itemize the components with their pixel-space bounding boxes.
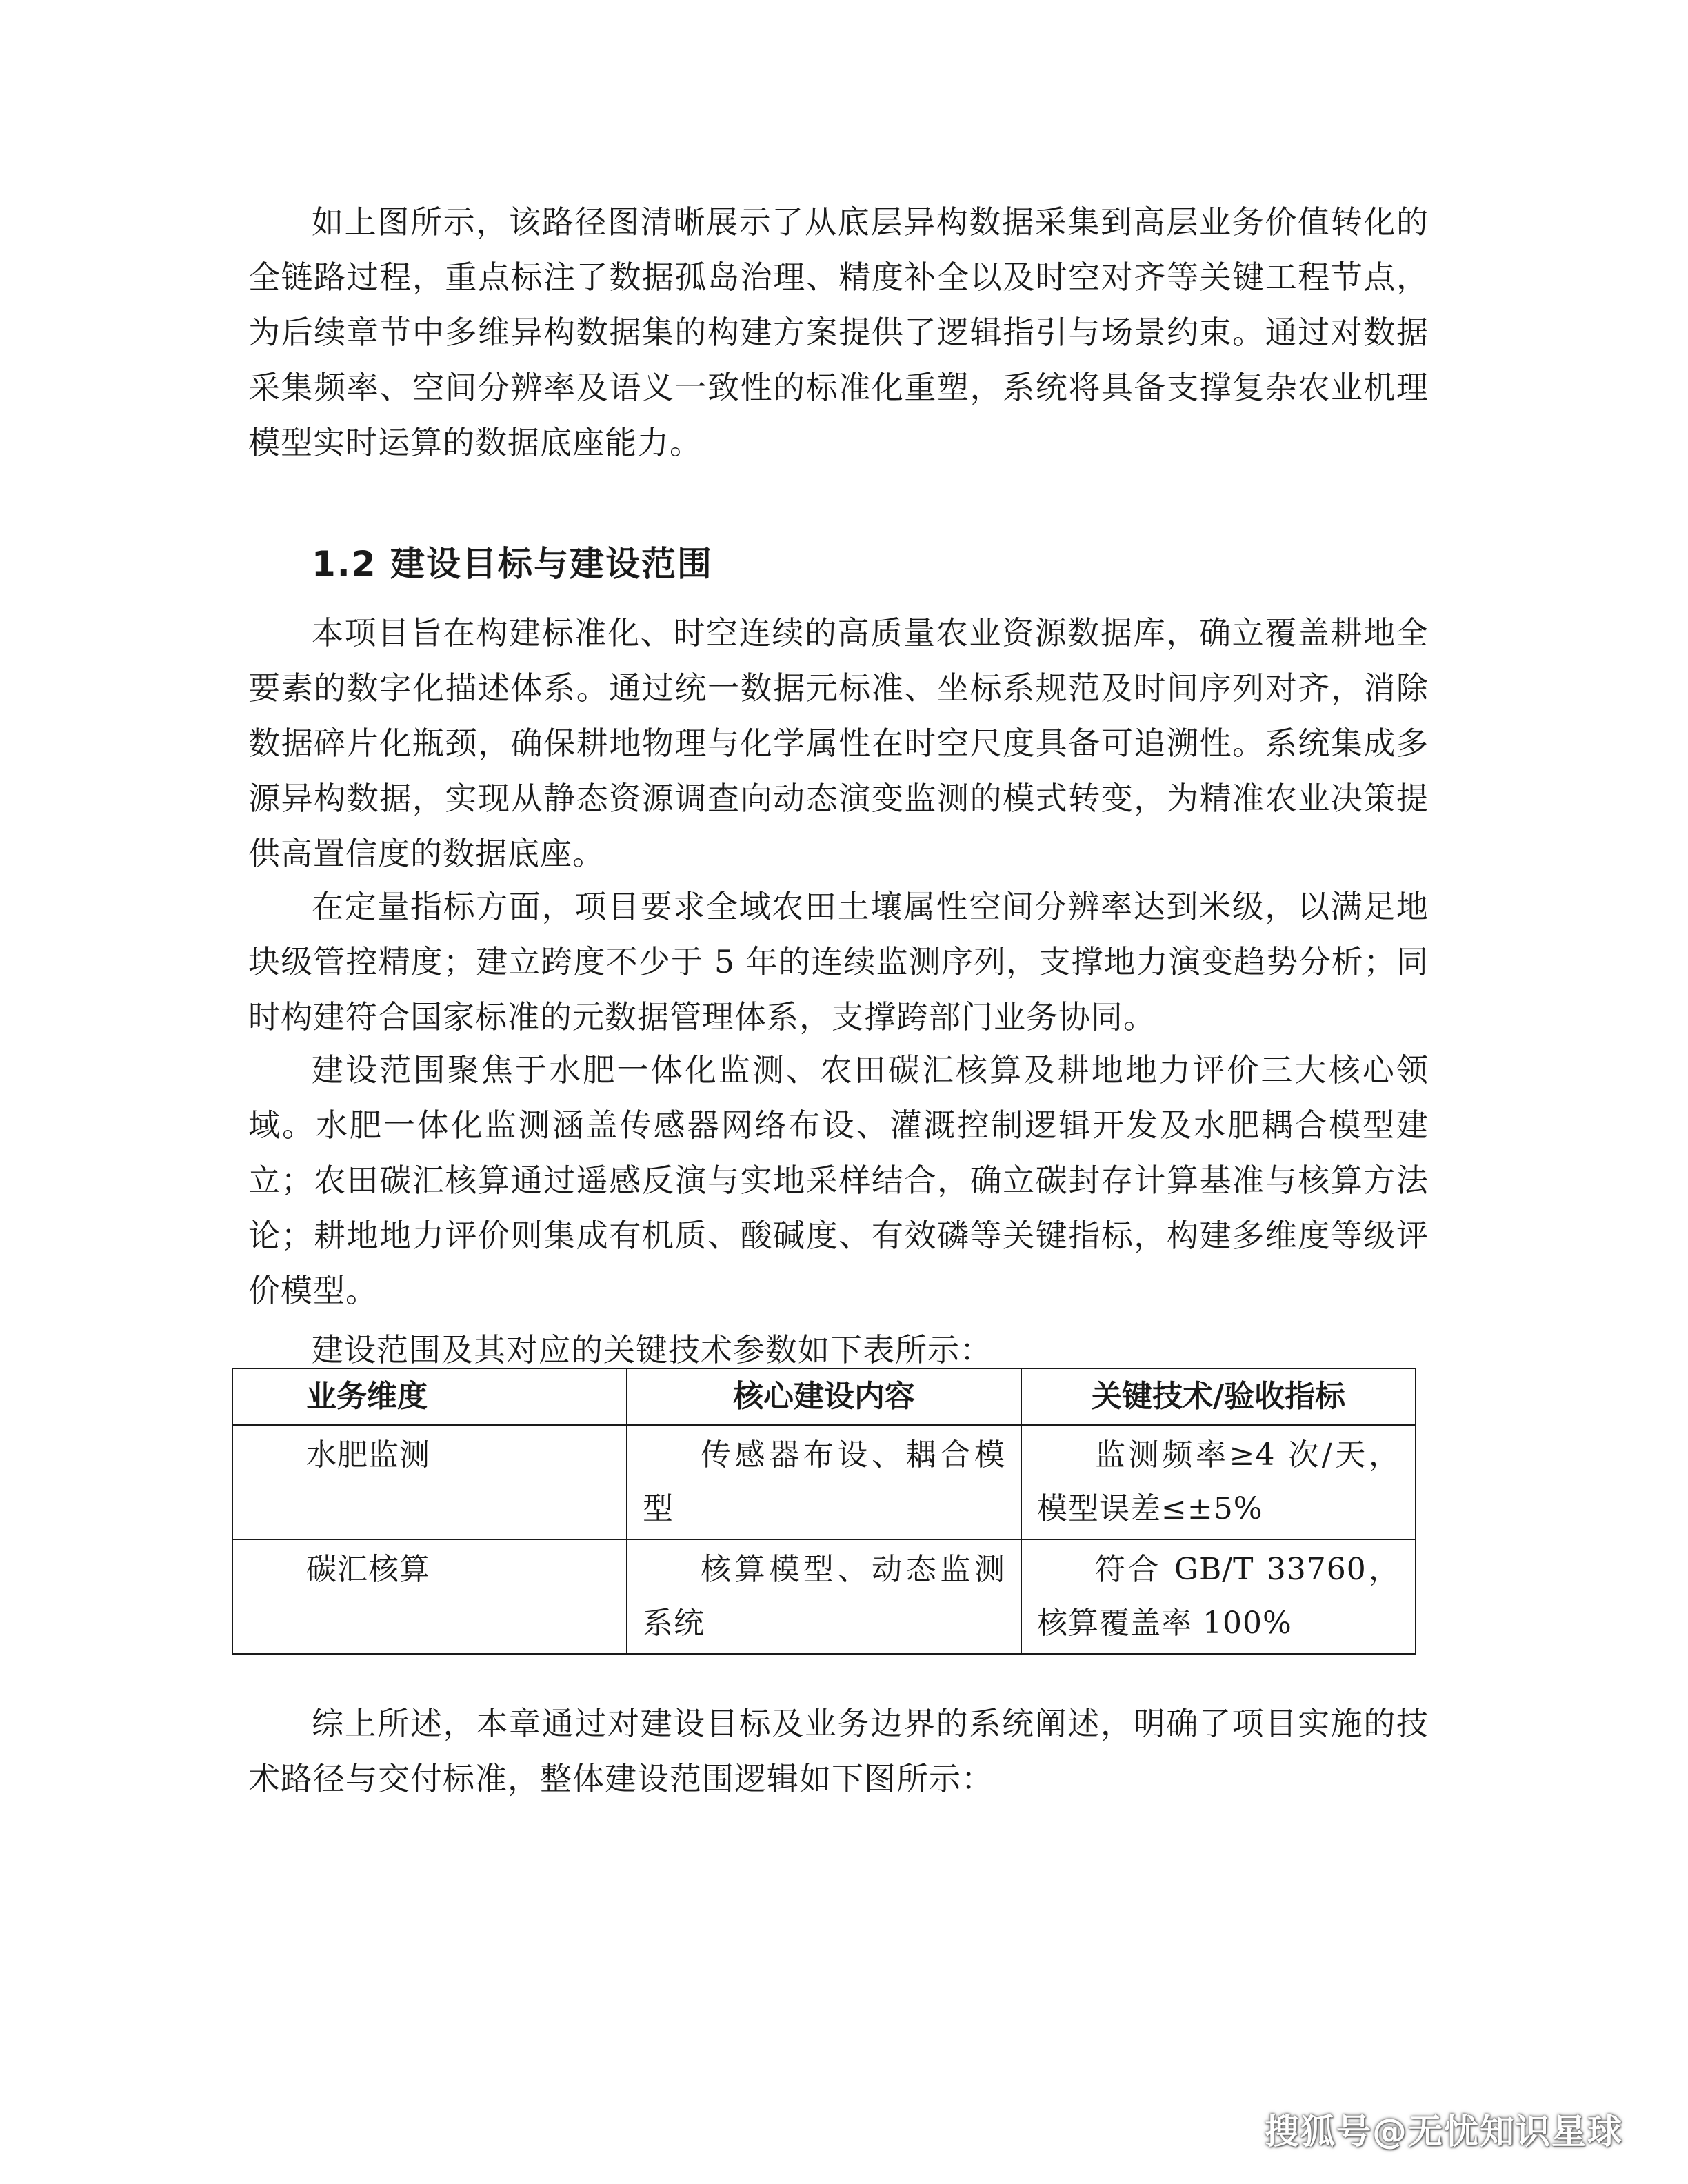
cell-dimension: 水肥监测 <box>232 1425 627 1539</box>
scope-paragraph: 建设范围聚焦于水肥一体化监测、农田碳汇核算及耕地地力评价三大核心领域。水肥一体化监测涵盖传感器网络布设、灌溉控制逻辑开发及水肥耦合模型建立；农田碳汇核算通过遥感反演与实地采样结合，确立碳封存计算基准与核算方法论；耕地地力评价则集成有机质、酸碱度、有效磷等关键指标，构建多维度等级评价模型。 <box>248 1051 1429 1309</box>
metrics-paragraph: 在定量指标方面，项目要求全域农田土壤属性空间分辨率达到米级，以满足地块级管控精度；建立跨度不少于 5 年的连续监测序列，支撑地力演变趋势分析；同时构建符合国家标准的元数据管理体系，支撑跨部门业务协同。 <box>248 888 1429 1035</box>
conclusion-paragraph: 综上所述，本章通过对建设目标及业务边界的系统阐述，明确了项目实施的技术路径与交付标准，整体建设范围逻辑如下图所示： <box>248 1705 1429 1797</box>
cell-indicator: 监测频率≥4 次/天，模型误差≤±5% <box>1021 1425 1416 1539</box>
cell-indicator: 符合 GB/T 33760，核算覆盖率 100% <box>1021 1539 1416 1654</box>
table-row <box>232 1539 1416 1654</box>
header-indicator: 关键技术/验收指标 <box>1021 1368 1416 1425</box>
cell-dimension: 碳汇核算 <box>232 1539 627 1654</box>
goal-paragraph: 本项目旨在构建标准化、时空连续的高质量农业资源数据库，确立覆盖耕地全要素的数字化描述体系。通过统一数据元标准、坐标系规范及时间序列对齐，消除数据碎片化瓶颈，确保耕地物理与化学属性在时空尺度具备可追溯性。系统集成多源异构数据，实现从静态资源调查向动态演变监测的模式转变，为精准农业决策提供高置信度的数据底座。 <box>248 614 1429 872</box>
table-row <box>232 1425 1416 1539</box>
header-content: 核心建设内容 <box>627 1368 1021 1425</box>
scope-parameter-table <box>232 1368 1416 1655</box>
watermark: 搜狐号@无忧知识星球 <box>1265 2112 1623 2152</box>
table-header-row <box>232 1368 1416 1425</box>
section-heading: 1.2 建设目标与建设范围 <box>312 544 713 584</box>
table-caption: 建设范围及其对应的关键技术参数如下表所示： <box>312 1331 992 1368</box>
header-dimension: 业务维度 <box>232 1368 627 1425</box>
cell-content: 核算模型、动态监测系统 <box>627 1539 1021 1654</box>
cell-content: 传感器布设、耦合模型 <box>627 1425 1021 1539</box>
intro-paragraph: 如上图所示，该路径图清晰展示了从底层异构数据采集到高层业务价值转化的全链路过程，重点标注了数据孤岛治理、精度补全以及时空对齐等关键工程节点，为后续章节中多维异构数据集的构建方案提供了逻辑指引与场景约束。通过对数据采集频率、空间分辨率及语义一致性的标准化重塑，系统将具备支撑复杂农业机理模型实时运算的数据底座能力。 <box>248 203 1429 461</box>
